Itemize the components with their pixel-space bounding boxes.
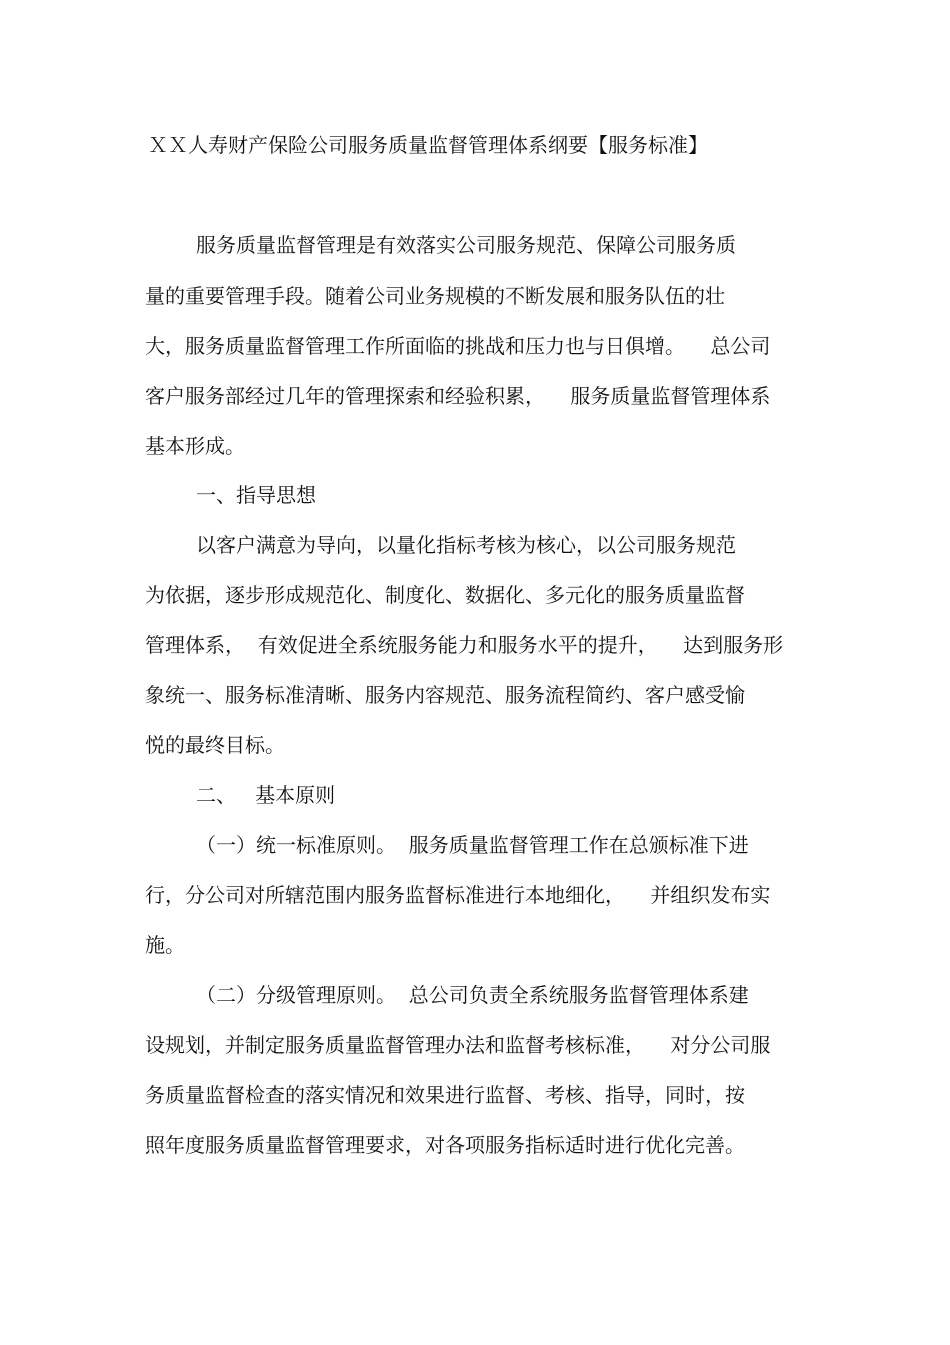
principle1-line-3: 施。: [145, 933, 185, 957]
intro-line-4: 客户服务部经过几年的管理探索和经验积累， 服务质量监督管理体系: [145, 384, 771, 408]
section1-line-5: 悦的最终目标。: [145, 733, 285, 757]
principle2-line-1: （二）分级管理原则。 总公司负责全系统服务监督管理体系建: [196, 983, 749, 1007]
section1-line-3: 管理体系， 有效促进全系统服务能力和服务水平的提升， 达到服务形: [145, 633, 784, 657]
principle2-line-4: 照年度服务质量监督管理要求，对各项服务指标适时进行优化完善。: [145, 1133, 745, 1157]
principle2-line-3: 务质量监督检查的落实情况和效果进行监督、考核、指导，同时，按: [145, 1083, 745, 1107]
intro-line-2: 量的重要管理手段。随着公司业务规模的不断发展和服务队伍的壮: [145, 284, 725, 308]
document-title: ＸＸ人寿财产保险公司服务质量监督管理体系纲要【服务标准】: [148, 133, 708, 157]
section1-line-1: 以客户满意为导向，以量化指标考核为核心，以公司服务规范: [196, 533, 736, 557]
section-heading-2: 二、 基本原则: [196, 783, 336, 807]
intro-line-3: 大，服务质量监督管理工作所面临的挑战和压力也与日俱增。 总公司: [145, 334, 771, 358]
section-heading-1: 一、指导思想: [196, 483, 316, 507]
section1-line-2: 为依据，逐步形成规范化、制度化、数据化、多元化的服务质量监督: [145, 583, 745, 607]
intro-line-1: 服务质量监督管理是有效落实公司服务规范、保障公司服务质: [196, 233, 736, 257]
principle1-line-1: （一）统一标准原则。 服务质量监督管理工作在总颁标准下进: [196, 833, 749, 857]
section1-line-4: 象统一、服务标准清晰、服务内容规范、服务流程简约、客户感受愉: [145, 683, 745, 707]
intro-line-5: 基本形成。: [145, 434, 245, 458]
principle1-line-2: 行，分公司对所辖范围内服务监督标准进行本地细化， 并组织发布实: [145, 883, 771, 907]
principle2-line-2: 设规划，并制定服务质量监督管理办法和监督考核标准， 对分公司服: [145, 1033, 771, 1057]
